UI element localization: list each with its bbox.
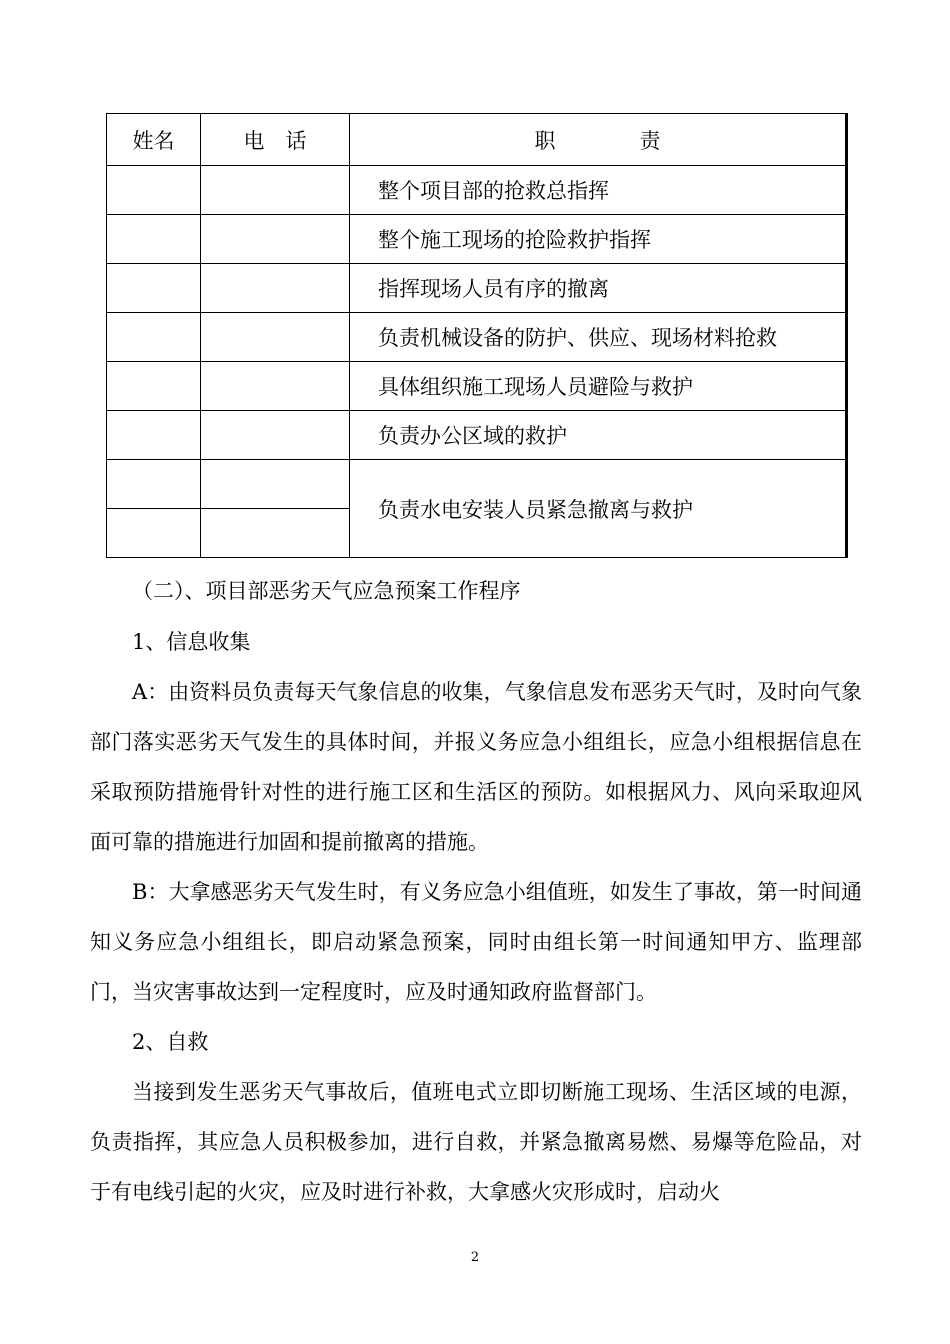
- header-name: 姓名: [107, 114, 201, 166]
- subsection-title-info-collection: 1、信息收集: [132, 630, 251, 654]
- phone-cell: [201, 509, 350, 558]
- phone-cell: [201, 460, 350, 509]
- merged-duty-cell: 负责水电安装人员紧急撤离与救护: [350, 460, 847, 558]
- phone-cell: [201, 166, 350, 215]
- emergency-duty-table: [106, 113, 848, 558]
- table-row: [107, 264, 847, 313]
- subsection-title-self-rescue: 2、自救: [132, 1030, 209, 1054]
- table-row: [107, 313, 847, 362]
- duty-cell: 具体组织施工现场人员避险与救护: [350, 362, 847, 411]
- duty-cell: 整个施工现场的抢险救护指挥: [350, 215, 847, 264]
- phone-cell: [201, 215, 350, 264]
- duty-cell: 负责机械设备的防护、供应、现场材料抢救: [350, 313, 847, 362]
- phone-cell: [201, 411, 350, 460]
- table-row: [107, 166, 847, 215]
- name-cell: [107, 215, 201, 264]
- header-duty: 职 责: [350, 114, 847, 166]
- section-title: （二）、项目部恶劣天气应急预案工作程序: [132, 579, 521, 603]
- name-cell: [107, 362, 201, 411]
- paragraph-c: 当接到发生恶劣天气事故后，值班电式立即切断施工现场、生活区域的电源，负责指挥，其应急人员积极参加，进行自救，并紧急撤离易燃、易爆等危险品，对于有电线引起的火灾，应及时进行补救，大拿感火灾形成时，启动火: [90, 1080, 862, 1204]
- duty-cell: 整个项目部的抢救总指挥: [350, 166, 847, 215]
- phone-cell: [201, 362, 350, 411]
- table-row: [107, 215, 847, 264]
- duty-cell: 负责办公区域的救护: [350, 411, 847, 460]
- header-phone: 电 话: [201, 114, 350, 166]
- duty-cell: 指挥现场人员有序的撤离: [350, 264, 847, 313]
- table-header-row: [107, 114, 847, 166]
- table-row: [107, 362, 847, 411]
- name-cell: [107, 313, 201, 362]
- name-cell: [107, 166, 201, 215]
- name-cell: [107, 264, 201, 313]
- phone-cell: [201, 313, 350, 362]
- page-number: 2: [470, 1250, 480, 1265]
- table-row: [107, 460, 847, 509]
- name-cell: [107, 509, 201, 558]
- name-cell: [107, 460, 201, 509]
- phone-cell: [201, 264, 350, 313]
- paragraph-b: B：大拿感恶劣天气发生时，有义务应急小组值班，如发生了事故，第一时间通知义务应急小组组长，即启动紧急预案，同时由组长第一时间通知甲方、监理部门，当灾害事故达到一定程度时，应及时通知政府监督部门。: [90, 880, 862, 1004]
- table-row: [107, 411, 847, 460]
- paragraph-a: A：由资料员负责每天气象信息的收集，气象信息发布恶劣天气时，及时向气象部门落实恶劣天气发生的具体时间，并报义务应急小组组长，应急小组根据信息在采取预防措施骨针对性的进行施工区和生活区的预防。如根据风力、风向采取迎风面可靠的措施进行加固和提前撤离的措施。: [90, 680, 862, 854]
- name-cell: [107, 411, 201, 460]
